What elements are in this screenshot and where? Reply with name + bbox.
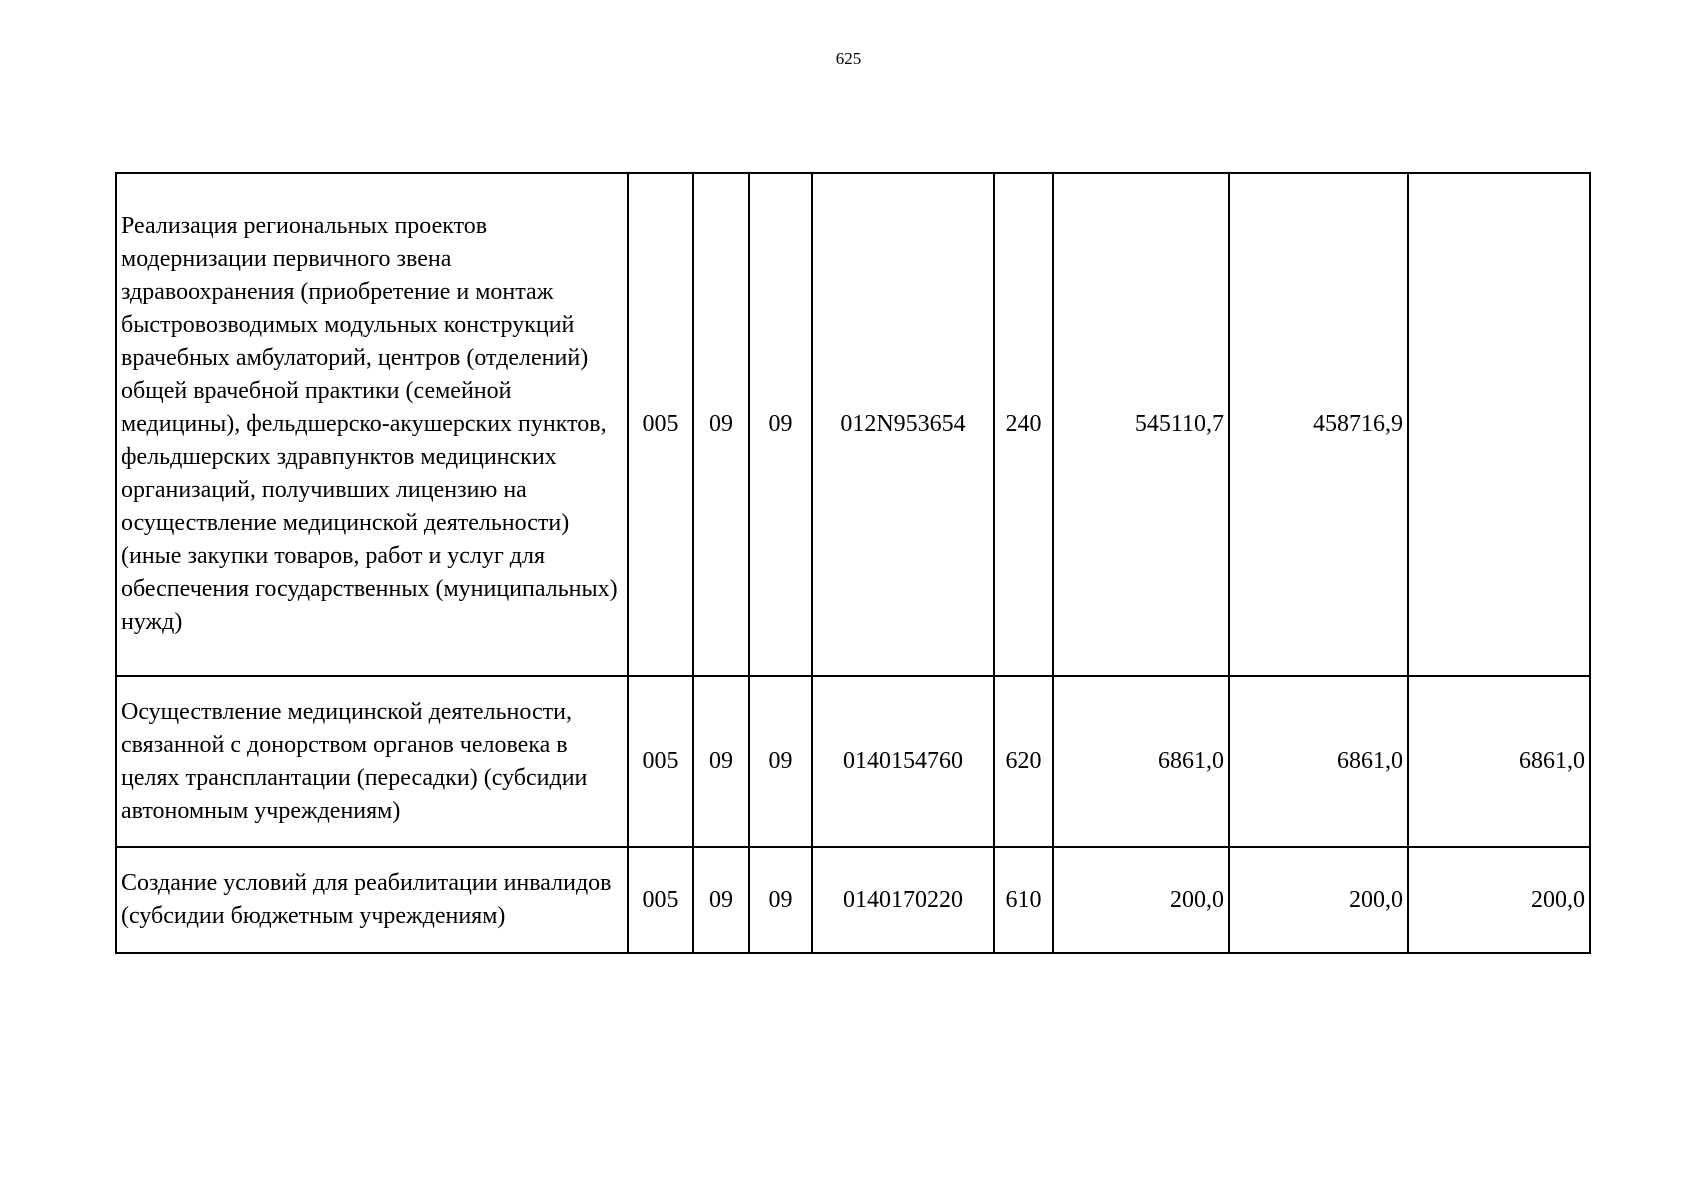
target-article-code: 0140170220 bbox=[812, 847, 994, 953]
row-description: Реализация региональных проектов модернизации первичного звена здравоохранения (приобретение и монтаж быстровозводимых модульных конструкций врачебных амбулаторий, центров (отделений) общей врачебной практики (семейной медицины), фельдшерско-акушерских пунктов, фельдшерских здравпунктов медицинских организаций, получивших лицензию на осуществление медицинской деятельности) (иные закупки товаров, работ и услуг для обеспечения государственных (муниципальных) нужд) bbox=[116, 173, 628, 676]
section-code: 09 bbox=[693, 676, 749, 847]
amount-year-2: 200,0 bbox=[1229, 847, 1408, 953]
table-row bbox=[116, 676, 1590, 847]
subsection-code: 09 bbox=[749, 173, 812, 676]
amount-year-3 bbox=[1408, 173, 1590, 676]
table-row bbox=[116, 847, 1590, 953]
amount-year-1: 545110,7 bbox=[1053, 173, 1229, 676]
expense-type-code: 620 bbox=[994, 676, 1053, 847]
section-code: 09 bbox=[693, 173, 749, 676]
page-number: 625 bbox=[835, 49, 862, 68]
subsection-code: 09 bbox=[749, 676, 812, 847]
budget-table bbox=[115, 172, 1591, 954]
section-code: 09 bbox=[693, 847, 749, 953]
amount-year-3: 200,0 bbox=[1408, 847, 1590, 953]
expense-type-code: 610 bbox=[994, 847, 1053, 953]
amount-year-2: 6861,0 bbox=[1229, 676, 1408, 847]
target-article-code: 0140154760 bbox=[812, 676, 994, 847]
ministry-code: 005 bbox=[628, 847, 693, 953]
table-row bbox=[116, 173, 1590, 676]
ministry-code: 005 bbox=[628, 676, 693, 847]
amount-year-3: 6861,0 bbox=[1408, 676, 1590, 847]
amount-year-1: 6861,0 bbox=[1053, 676, 1229, 847]
ministry-code: 005 bbox=[628, 173, 693, 676]
row-description: Осуществление медицинской деятельности, связанной с донорством органов человека в целях трансплантации (пересадки) (субсидии автономным учреждениям) bbox=[116, 676, 628, 847]
row-description: Создание условий для реабилитации инвалидов (субсидии бюджетным учреждениям) bbox=[116, 847, 628, 953]
subsection-code: 09 bbox=[749, 847, 812, 953]
expense-type-code: 240 bbox=[994, 173, 1053, 676]
target-article-code: 012N953654 bbox=[812, 173, 994, 676]
amount-year-1: 200,0 bbox=[1053, 847, 1229, 953]
amount-year-2: 458716,9 bbox=[1229, 173, 1408, 676]
